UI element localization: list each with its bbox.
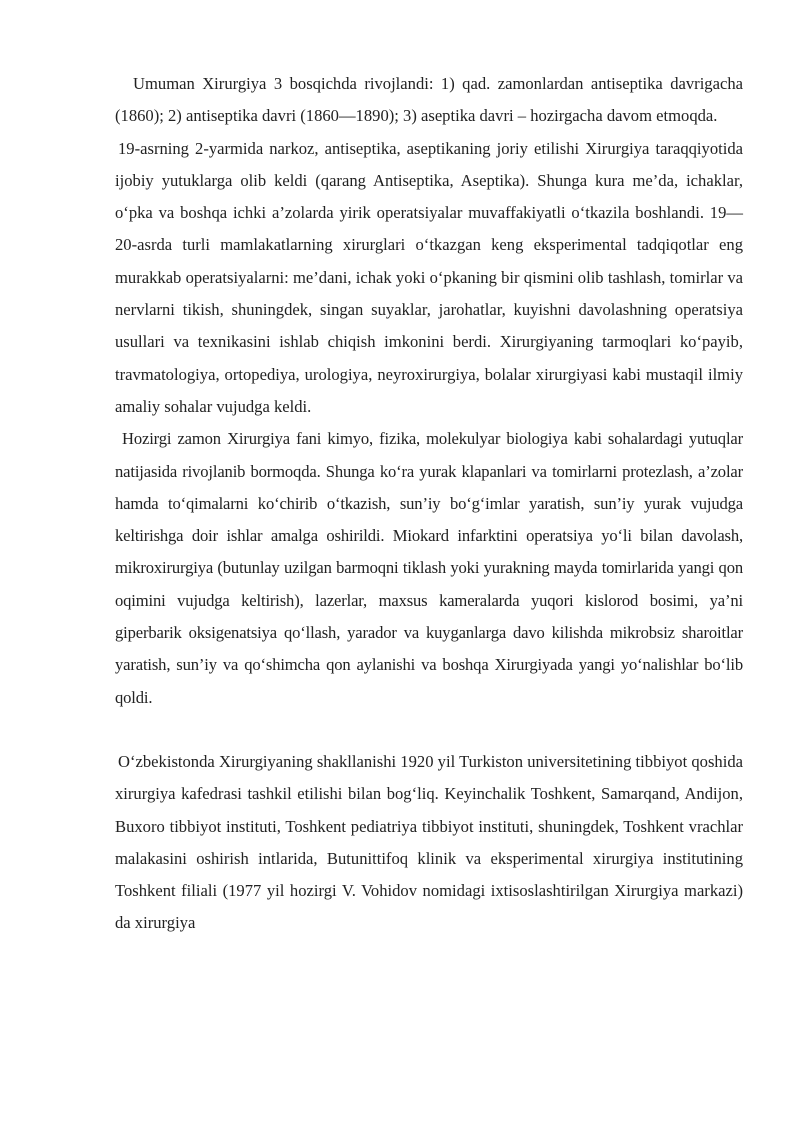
paragraph-19th-century-advances: 19-asrning 2-yarmida narkoz, antiseptika, aseptikaning joriy etilishi Xirurgiya taraqqiyotida ijobiy yutuklarga olib keldi (qarang Antiseptika, Aseptika). Shunga kura me’da, ichaklar, o‘pka va boshqa ichki a’zolarda yirik operatsiyalar muvaffakiyatli o‘tkazila boshlandi. 19—20-asrda turli mamlakatlarning xirurglari o‘tkazgan keng eksperimental tadqiqotlar eng murakkab operatsiyalarni: me’dani, ichak yoki o‘pkaning bir qismini olib tashlash, tomirlar va nervlarni tikish, shuningdek, singan suyaklar, jarohatlar, kuyishni davolashning operatsiya usullari va texnikasini ishlab chiqish imkonini berdi. Xirurgiyaning tarmoqlari ko‘payib, travmatologiya, ortopediya, urologiya, neyroxirurgiya, bolalar xirurgiyasi kabi mustaqil ilmiy amaliy sohalar vujudga keldi. [115,138,743,416]
paragraph-uzbekistan-surgery: O‘zbekistonda Xirurgiyaning shakllanishi 1920 yil Turkiston universitetining tibbiyot qoshida xirurgiya kafedrasi tashkil etilishi bilan bog‘liq. Keyinchalik Toshkent, Samarqand, Andijon, Buxoro tibbiyot instituti, Toshkent pediatriya tibbiyot instituti, shuningdek, Toshkent vrachlar malakasini oshirish intlarida, Butunittifoq klinik va eksperimental xirurgiya institutining Toshkent filiali (1977 yil hozirgi V. Vohidov nomidagi ixtisoslashtirilgan Xirurgiya markazi) da xirurgiya [115,751,743,933]
document-page [115,68,743,940]
paragraph-spacer [115,714,743,746]
paragraph-development-stages: Umuman Xirurgiya 3 bosqichda rivojlandi: 1) qad. zamonlardan antiseptika davrigacha (1860); 2) antiseptika davri (1860—1890); 3) aseptika davri – hozirgacha davom etmoqda. [115,74,743,126]
paragraph-modern-surgery: Hozirgi zamon Xirurgiya fani kimyo, fizika, molekulyar biologiya kabi sohalardagi yutuqlar natijasida rivojlanib bormoqda. Shunga ko‘ra yurak klapanlari va tomirlarni protezlash, a’zolar hamda to‘qimalarni ko‘chirib o‘tkazish, sun’iy bo‘g‘imlar yaratish, sun’iy yurak vujudga keltirishga doir ishlar amalga oshirildi. Miokard infarktini operatsiya yo‘li bilan davolash, mikroxirurgiya (butunlay uzilgan barmoqni tiklash yoki yurakning mayda tomirlarida yangi qon oqimini vujudga keltirish), lazerlar, maxsus kameralarda yuqori kislorod bosimi, ya’ni giperbarik oksigenatsiya qo‘llash, yarador va kuyganlarga davo kilishda mikrobsiz sharoitlar yaratish, sun’iy va qo‘shimcha qon aylanishi va boshqa Xirurgiyada yangi yo‘nalishlar bo‘lib qoldi. [115,429,743,707]
